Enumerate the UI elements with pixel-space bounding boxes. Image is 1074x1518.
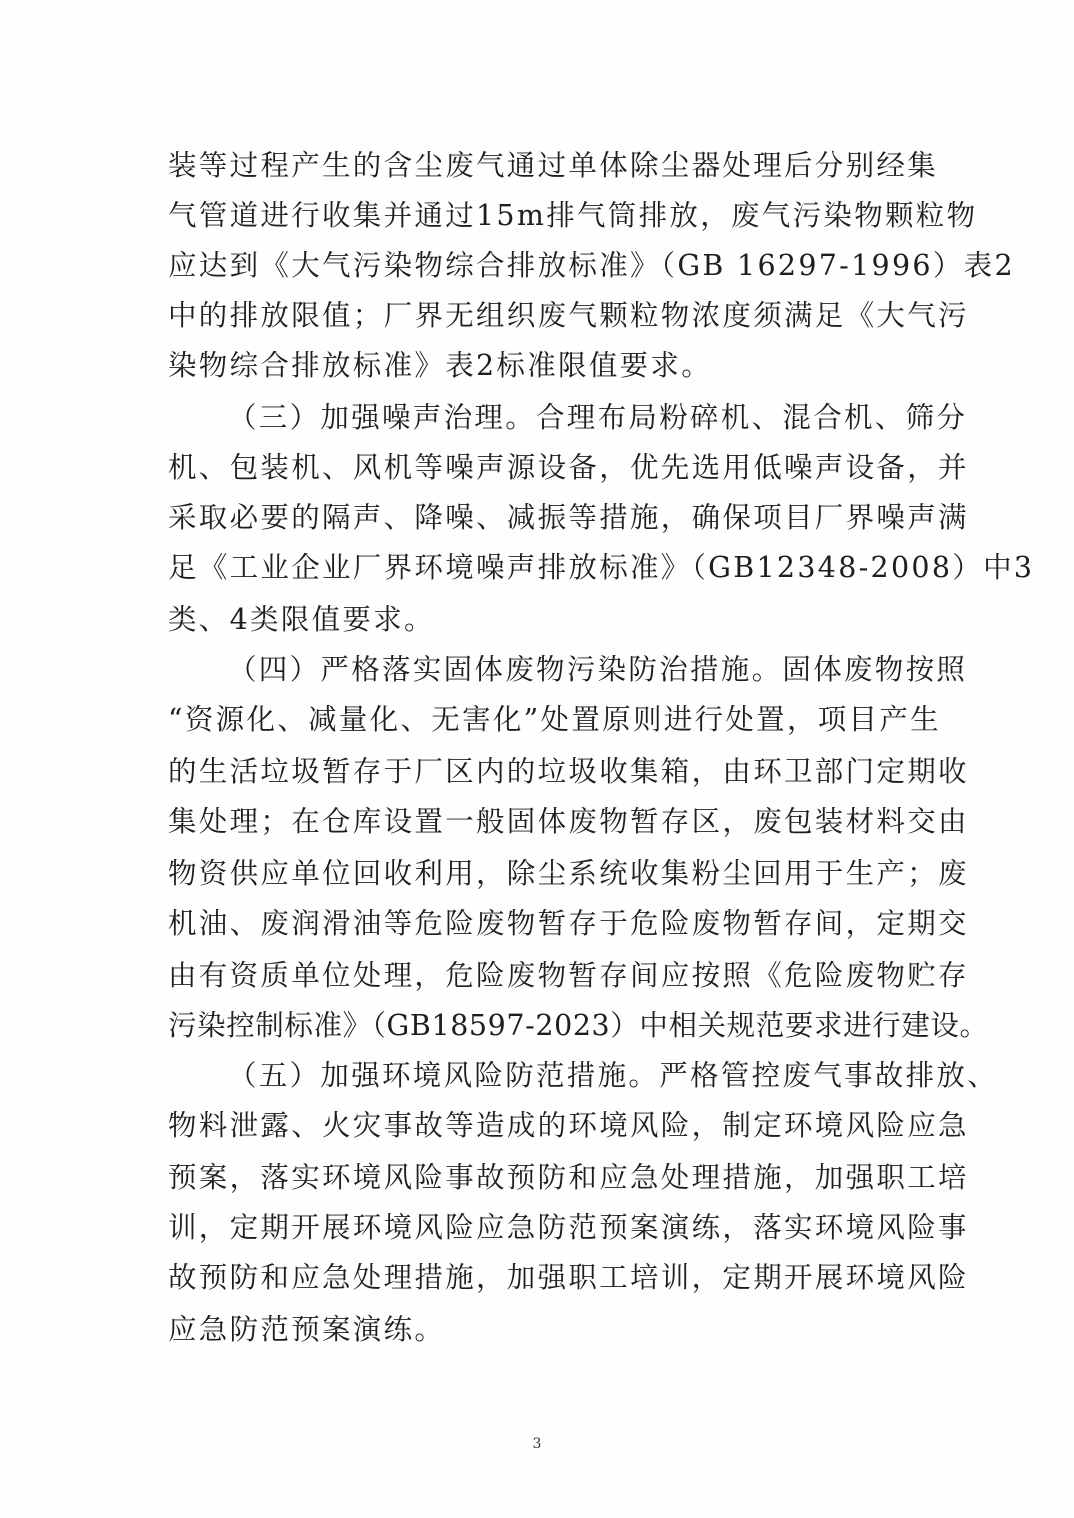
text-line-8: 采取必要的隔声、降噪、减振等措施，确保项目厂界噪声满: [168, 501, 969, 534]
page-number: 3: [532, 1436, 542, 1452]
section-3-heading-line: （三）加强噪声治理。合理布局粉碎机、混合机、筛分: [228, 401, 968, 434]
text-line-24: 应急防范预案演练。: [168, 1313, 446, 1346]
text-line-12: “资源化、减量化、无害化”处置原则进行处置，项目产生: [168, 703, 941, 736]
section-5-heading-line: （五）加强环境风险防范措施。严格管控废气事故排放、: [228, 1059, 999, 1092]
text-line-18: 污染控制标准》（GB18597-2023）中相关规范要求进行建设。: [168, 1009, 989, 1042]
text-line-22: 训，定期开展环境风险应急防范预案演练，落实环境风险事: [168, 1211, 969, 1244]
text-line-7: 机、包装机、风机等噪声源设备，优先选用低噪声设备，并: [168, 451, 969, 484]
text-line-17: 由有资质单位处理，危险废物暂存间应按照《危险废物贮存: [168, 959, 969, 992]
text-line-16: 机油、废润滑油等危险废物暂存于危险废物暂存间，定期交: [168, 907, 969, 940]
text-line-3: 应达到《大气污染物综合排放标准》（GB 16297-1996）表2: [168, 249, 1015, 282]
text-line-1: 装等过程产生的含尘废气通过单体除尘器处理后分别经集: [168, 149, 939, 182]
text-line-15: 物资供应单位回收利用，除尘系统收集粉尘回用于生产；废: [168, 857, 969, 890]
text-line-13: 的生活垃圾暂存于厂区内的垃圾收集箱，由环卫部门定期收: [168, 755, 969, 788]
text-line-9: 足《工业企业厂界环境噪声排放标准》（GB12348-2008）中3: [168, 551, 1035, 584]
text-line-2: 气管道进行收集并通过15m排气筒排放，废气污染物颗粒物: [168, 199, 978, 232]
section-4-heading-line: （四）严格落实固体废物污染防治措施。固体废物按照: [228, 653, 968, 686]
text-line-14: 集处理；在仓库设置一般固体废物暂存区，废包装材料交由: [168, 805, 969, 838]
text-line-20: 物料泄露、火灾事故等造成的环境风险，制定环境风险应急: [168, 1109, 969, 1142]
text-line-23: 故预防和应急处理措施，加强职工培训，定期开展环境风险: [168, 1261, 969, 1294]
text-line-4: 中的排放限值；厂界无组织废气颗粒物浓度须满足《大气污: [168, 299, 969, 332]
text-line-21: 预案，落实环境风险事故预防和应急处理措施，加强职工培: [168, 1161, 969, 1194]
text-line-5: 染物综合排放标准》表2标准限值要求。: [168, 349, 713, 382]
text-line-10: 类、4类限值要求。: [168, 603, 435, 636]
